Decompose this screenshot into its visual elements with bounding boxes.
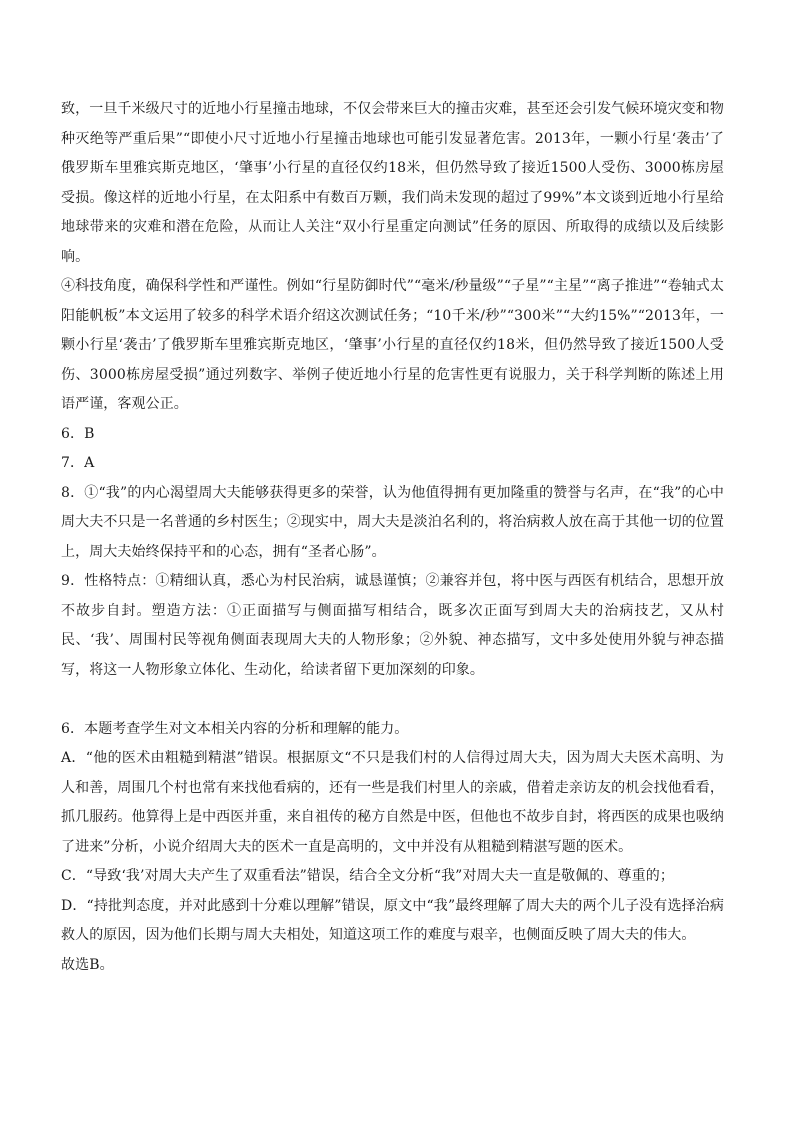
answer-8: 8．①“我”的内心渴望周大夫能够获得更多的荣誉，认为他值得拥有更加隆重的赞誉与名声，在“我”的心中周大夫不只是一名普通的乡村医生；②现实中，周大夫是淡泊名利的，将治病救人放在高于其他一切的位置上，周大夫始终保持平和的心态，拥有“圣者心肠”。	[61, 484, 724, 560]
explanation-6-option-a: A．“他的医术由粗糙到精湛”错误。根据原文“不只是我们村的人信得过周大夫，因为周大夫医术高明、为人和善，周围几个村也常有来找他看病的，还有一些是我们村里人的亲戚，借着走亲访友的机会找他看看，抓几服药。他算得上是中西医并重，来自祖传的秘方自然是中医，但他也不故步自封，将西医的成果也吸纳了进来”分析，小说介绍周大夫的医术一直是高明的，文中并没有从粗糙到精湛写题的医术。	[61, 750, 724, 855]
section-gap	[61, 685, 724, 715]
paragraph-tech-perspective: ④科技角度，确保科学性和严谨性。例如“行星防御时代”“毫米/秒量级”“子星”“主星”“离子推进”“卷轴式太阳能帆板”本文运用了较多的科学术语介绍这次测试任务；“10千米/秒”“300米”“大约15%”“2013年，一颗小行星‘袭击’了俄罗斯车里雅宾斯克地区，‘肇事’小行星的直径仅约18米，但仍然导致了接近1500人受伤、3000栋房屋受损”通过列数字、举例子使近地小行星的危害性更有说服力，关于科学判断的陈述上用语严谨，客观公正。	[61, 278, 724, 412]
answer-7: 7．A	[61, 455, 95, 471]
answer-9: 9．性格特点：①精细认真，悉心为村民治病，诚恳谨慎；②兼容并包，将中医与西医有机结合，思想开放不故步自封。塑造方法：①正面描写与侧面描写相结合，既多次正面写到周大夫的治病技艺，又从村民、‘我’、周围村民等视角侧面表现周大夫的人物形象；②外貌、神态描写，文中多处使用外貌与神态描写，将这一人物形象立体化、生动化，给读者留下更加深刻的印象。	[61, 573, 724, 678]
explanation-6-option-c: C．“导致‘我’对周大夫产生了双重看法”错误，结合全文分析“我”对周大夫一直是敬佩的、尊重的；	[61, 868, 674, 884]
explanation-6-option-d: D．“持批判态度，并对此感到十分难以理解”错误，原文中“我”最终理解了周大夫的两个儿子没有选择治病救人的原因，因为他们长期与周大夫相处，知道这项工作的难度与艰辛，也侧面反映了周大夫的伟大。	[61, 897, 724, 943]
explanation-6-conclusion: 故选B。	[61, 956, 114, 973]
explanation-6-intro: 6．本题考查学生对文本相关内容的分析和理解的能力。	[61, 720, 409, 737]
answer-6: 6．B	[61, 425, 95, 442]
paragraph-asteroid-impact: 致，一旦千米级尺寸的近地小行星撞击地球，不仅会带来巨大的撞击灾难，甚至还会引发气候环境灾变和物种灭绝等严重后果”“即使小尺寸近地小行星撞击地球也可能引发显著危害。2013年，一颗小行星‘袭击’了俄罗斯车里雅宾斯克地区，‘肇事’小行星的直径仅约18米，但仍然导致了接近1500人受伤、3000栋房屋受损。像这样的近地小行星，在太阳系中有数百万颗，我们尚未发现的超过了99%”本文谈到近地小行星给地球带来的灾难和潜在危险，从而让人关注“双小行星重定向测试”任务的原因、所取得的成绩以及后续影响。	[61, 101, 724, 265]
